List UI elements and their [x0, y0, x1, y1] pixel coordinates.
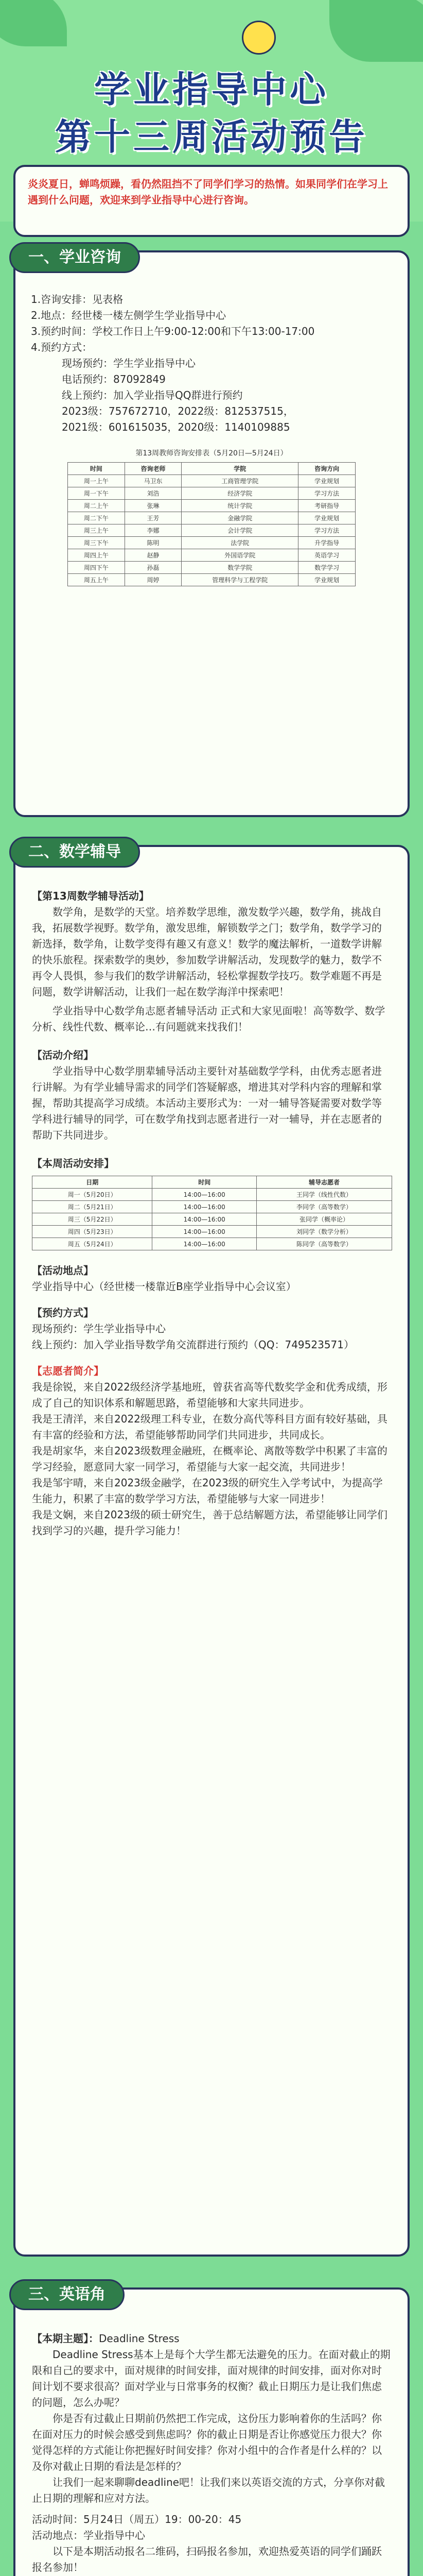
volunteer-title: 【志愿者简介】 — [32, 1365, 104, 1377]
table-cell: 英语学习 — [298, 549, 356, 562]
table-header: 时间 — [152, 1176, 257, 1189]
table-cell: 周二（5月21日） — [32, 1201, 152, 1213]
table-cell: 会计学院 — [182, 524, 298, 537]
english-note: 以下是本期活动报名二维码，扫码报名参加，欢迎热爱英语的同学们踊跃报名参加！ — [32, 2545, 382, 2573]
table-row — [32, 1238, 392, 1250]
reserve-title: 【预约方式】 — [32, 1307, 94, 1319]
tutor-place: 学业指导中心（经世楼一楼靠近B座学业指导中心会议室） — [32, 1280, 296, 1293]
activity-title: 【第13周数学辅导活动】 — [32, 890, 149, 902]
table-cell: 法学院 — [182, 537, 298, 549]
table-cell: 王芳 — [125, 512, 182, 524]
consult-line: 2.地点：经世楼一楼左侧学生学业指导中心 — [31, 309, 226, 321]
contact-line: 线上预约：加入学业指导QQ群进行预约 — [62, 389, 243, 401]
table-row — [68, 524, 356, 537]
table-cell: 周五上午 — [68, 574, 125, 586]
table-cell: 学习方法 — [298, 487, 356, 500]
table-row — [68, 512, 356, 524]
consult-table — [67, 462, 356, 586]
consult-line: 1.咨询安排：见表格 — [31, 293, 124, 306]
table-row — [68, 562, 356, 574]
table-cell: 14:00—16:00 — [152, 1226, 257, 1238]
schedule-table-title: 第13周教师咨询安排表（5月20日—5月24日） — [135, 449, 288, 457]
schedule-title: 【本周活动安排】 — [32, 1157, 114, 1170]
contact-line: 现场预约：学生学业指导中心 — [62, 357, 196, 369]
table-row — [68, 487, 356, 500]
table-cell: 数学学院 — [182, 562, 298, 574]
table-cell: 周三下午 — [68, 537, 125, 549]
table-cell: 14:00—16:00 — [152, 1201, 257, 1213]
table-header: 学院 — [182, 463, 298, 475]
section-title: 三、英语角 — [9, 2279, 125, 2310]
leaf-decoration — [0, 0, 67, 46]
english-content: Deadline Stress基本上是每个大学生都无法避免的压力。在面对截止的期限和自己的要求中，面对规律的时间安排，面对规律的时间安排，面对你对时间计划不要求很高？面对学业与日常事务的权衡？截止日期压力是让我们焦虑的问题，怎么办呢？ — [32, 2348, 391, 2409]
table-cell: 孙磊 — [125, 562, 182, 574]
contact-line: 2023级：757672710，2022级：812537515， — [62, 405, 294, 417]
table-cell: 周二上午 — [68, 500, 125, 512]
contact-line: 2021级：601615035，2020级：1140109885 — [62, 421, 290, 433]
table-cell: 14:00—16:00 — [152, 1213, 257, 1226]
table-row — [68, 475, 356, 487]
intro-card — [13, 165, 410, 237]
tutor-content: 学业指导中心数学朋辈辅导活动主要针对基础数学学科，由优秀志愿者进行讲解。为有学业辅导需求的同学们答疑解惑，增进其对学科内容的理解和掌握，帮助其提高学习成绩。本活动主要形式为：一对一辅导答疑需要对数学等学科进行辅导的同学，可在数学角找到志愿者进行一对一辅导，并在志愿者的帮助下共同进步。 — [32, 1065, 382, 1141]
table-cell: 金融学院 — [182, 512, 298, 524]
table-row — [32, 1226, 392, 1238]
tutor-schedule-table — [32, 1176, 392, 1250]
table-cell: 周一下午 — [68, 487, 125, 500]
table-cell: 李娜 — [125, 524, 182, 537]
table-cell: 周三（5月22日） — [32, 1213, 152, 1226]
table-header: 辅导志愿者 — [257, 1176, 392, 1189]
tutor-intro: 数学角，是数学的天堂。培养数学思维，激发数学兴趣，数学角，挑战自我，拓展数学视野。数学角，激发思维，解锁数学之门；数学角，数学学习的新选择，数学角，让数学变得有趣又有意义！数学的魔法解析，一道数学讲解的快乐旅程。探索数学的奥妙，参加数学讲解活动，发现数学的魅力，数学不再令人畏惧，参与我们的数学讲解活动，轻松掌握数学技巧。数学难题不再是问题，数学讲解活动，让我们一起在数学海洋中探索吧！ — [32, 906, 382, 998]
table-cell: 刘浩 — [125, 487, 182, 500]
table-header: 时间 — [68, 463, 125, 475]
table-cell: 学业规划 — [298, 574, 356, 586]
table-cell: 外国语学院 — [182, 549, 298, 562]
table-cell: 14:00—16:00 — [152, 1238, 257, 1250]
section-title: 一、学业咨询 — [9, 242, 140, 273]
english-content2: 你是否有过截止日期前仍然把工作完成，这份压力影响着你的生活吗？你在面对压力的时候会感受到焦虑吗？你的截止日期是否让你感觉压力很大？你觉得怎样的方式能让你把握好时间安排？你对小组中的合作者是什么样的？以及你对截止日期的看法是怎样的？ — [32, 2412, 382, 2472]
sun-icon — [242, 21, 276, 55]
table-cell: 周四下午 — [68, 562, 125, 574]
table-cell: 管理科学与工程学院 — [182, 574, 298, 586]
table-cell: 周五（5月24日） — [32, 1238, 152, 1250]
table-cell: 陈明 — [125, 537, 182, 549]
table-cell: 考研指导 — [298, 500, 356, 512]
table-cell: 统计学院 — [182, 500, 298, 512]
table-cell: 李同学（高等数学） — [257, 1201, 392, 1213]
table-cell: 赵静 — [125, 549, 182, 562]
table-cell: 工商管理学院 — [182, 475, 298, 487]
english-place: 活动地点：学业指导中心 — [32, 2529, 145, 2541]
table-cell: 14:00—16:00 — [152, 1189, 257, 1201]
table-cell: 数学学习 — [298, 562, 356, 574]
table-cell: 周一（5月20日） — [32, 1189, 152, 1201]
table-row — [68, 537, 356, 549]
table-row — [68, 574, 356, 586]
table-cell: 马卫东 — [125, 475, 182, 487]
tutor-card — [13, 845, 410, 2257]
english-card — [13, 2287, 410, 2576]
intro-text: 炎炎夏日，蝉鸣烦躁，看仍然阻挡不了同学们学习的热情。如果同学们在学习上遇到什么问题，欢迎来到学业指导中心进行咨询。 — [28, 178, 388, 206]
table-cell: 周一上午 — [68, 475, 125, 487]
table-cell: 周四上午 — [68, 549, 125, 562]
section-title: 二、数学辅导 — [9, 837, 140, 868]
table-row — [68, 500, 356, 512]
table-cell: 陈同学（高等数学） — [257, 1238, 392, 1250]
topic: Deadline Stress — [99, 2332, 180, 2345]
table-cell: 升学指导 — [298, 537, 356, 549]
english-content3: 让我们一起来聊聊deadline吧！让我们来以英语交流的方式，分享你对截止日期的理解和应对方法。 — [32, 2476, 385, 2504]
table-cell: 周三上午 — [68, 524, 125, 537]
volunteer-intro: 我是徐锐，来自2022级经济学基地班，曾获省高等代数奖学金和优秀成绩，形成了自己的知识体系和解题思路，希望能够和大家共同进步。 我是王清洋，来自2022级理工科专业，在数分高代等科目方面有较好基础，具有丰富的经验和方法，希望能够帮助同学们共同进步，共同成长。 我是胡家华，来自2023级数理金融班，在概率论、离散等数学中积累了丰富的学习经验，愿意同大家一同学习，希望能与大家一起交流，共同进步！ 我是邹宇晴，来自2023级金融学，在2023级的研究生入学考试中，为提高学生能力，积累了丰富的数学学习方法，希望能够与大家一同进步！ 我是文娴，来自2023级的硕士研究生，善于总结解题方法，希望能够让同学们找到学习的兴趣，提升学习能力！ — [32, 1381, 387, 1537]
table-cell: 学习方法 — [298, 524, 356, 537]
consult-line: 4.预约方式： — [31, 341, 93, 353]
table-row — [32, 1189, 392, 1201]
table-cell: 学业规划 — [298, 512, 356, 524]
table-cell: 刘同学（数学分析） — [257, 1226, 392, 1238]
table-row — [32, 1201, 392, 1213]
place-title: 【活动地点】 — [32, 1264, 94, 1277]
table-header: 咨询老师 — [125, 463, 182, 475]
page-subtitle: 第十三周活动预告 — [55, 116, 368, 158]
table-cell: 周婷 — [125, 574, 182, 586]
table-cell: 周二下午 — [68, 512, 125, 524]
english-time: 活动时间：5月24日（周五）19：00-20：45 — [32, 2513, 242, 2526]
content-title: 【活动介绍】 — [32, 1049, 94, 1061]
page-title: 学业指导中心 — [94, 69, 329, 111]
tutor-reserve: 现场预约：学生学业指导中心 线上预约：加入学业指导数学角交流群进行预约（QQ：749523571） — [32, 1323, 355, 1351]
table-row — [32, 1213, 392, 1226]
table-cell: 经济学院 — [182, 487, 298, 500]
topic-title: 【本期主题】： — [32, 2332, 99, 2345]
tutor-intro2: 学业指导中心数学角志愿者辅导活动 正式和大家见面啦！高等数学、数学分析、线性代数、概率论…有问题就来找我们！ — [32, 1005, 385, 1033]
table-cell: 学业规划 — [298, 475, 356, 487]
consult-card — [13, 250, 410, 817]
table-header: 日期 — [32, 1176, 152, 1189]
table-cell: 周四（5月23日） — [32, 1226, 152, 1238]
table-header: 咨询方向 — [298, 463, 356, 475]
contact-line: 电话预约：87092849 — [62, 373, 166, 385]
table-cell: 张同学（概率论） — [257, 1213, 392, 1226]
consult-line: 3.预约时间：学校工作日上午9:00-12:00和下午13:00-17:00 — [31, 325, 315, 337]
table-cell: 王同学（线性代数） — [257, 1189, 392, 1201]
table-row — [68, 549, 356, 562]
table-cell: 张琳 — [125, 500, 182, 512]
